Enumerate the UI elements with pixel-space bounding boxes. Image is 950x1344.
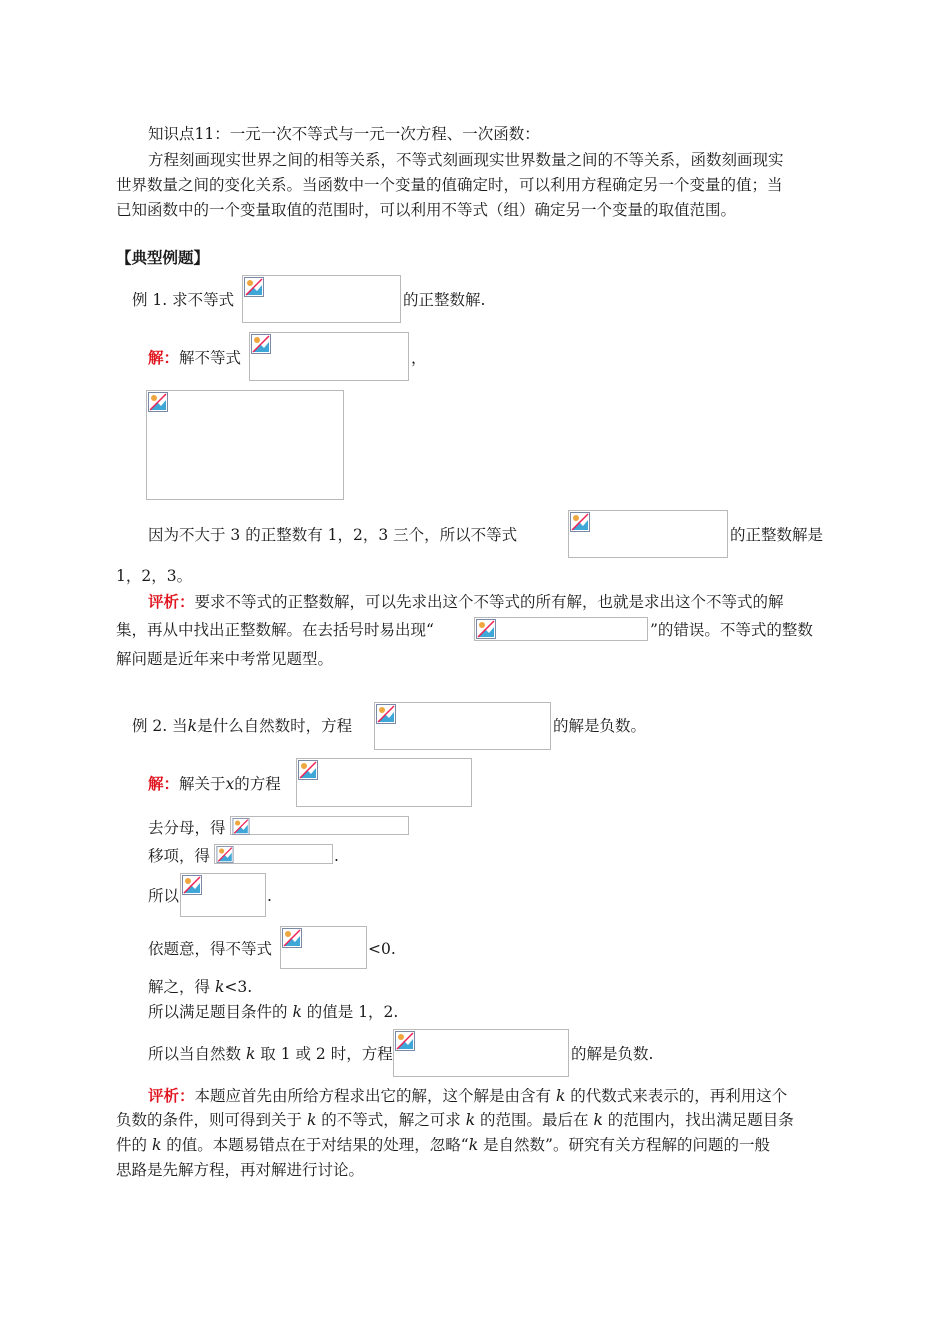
broken-image-placeholder: [374, 702, 551, 750]
solution-label: 解：: [148, 349, 180, 367]
comment-text: 是自然数”。研究有关方程解的问题的一般: [478, 1136, 770, 1154]
broken-image-icon: [395, 1031, 415, 1051]
comment-label: 评析：: [148, 1087, 195, 1105]
step-text: 移项，得: [148, 847, 211, 865]
step-text: 所以: [148, 887, 180, 905]
var-k: k: [214, 978, 225, 996]
comma: ，: [411, 349, 427, 367]
broken-image-placeholder: [230, 816, 409, 835]
var-k: k: [465, 1111, 476, 1129]
broken-image-icon: [376, 704, 396, 724]
solution-text: 解关于: [179, 775, 226, 793]
var-k: k: [593, 1111, 603, 1129]
var-k: k: [555, 1087, 566, 1105]
step-text-end: <0.: [368, 940, 396, 958]
comment-text: 要求不等式的正整数解，可以先求出这个不等式的所有解，也就是求出这个不等式的解: [194, 593, 784, 611]
var-k: k: [187, 717, 198, 735]
comment-text: 的值。本题易错点在于对结果的处理，忽略“: [161, 1136, 469, 1154]
broken-image-icon: [148, 392, 168, 412]
section-heading: 知识点11：一元一次不等式与一元一次方程、一次函数：: [148, 125, 540, 143]
step-text: 取 1 或 2 时，方程: [255, 1045, 393, 1063]
comment-text: 解问题是近年来中考常见题型。: [116, 650, 334, 668]
ex1-question-prefix: 例 1. 求不等式: [132, 291, 235, 309]
broken-image-icon: [244, 277, 264, 297]
step-text-end: 的解是负数.: [571, 1045, 654, 1063]
broken-image-placeholder: [214, 844, 333, 864]
broken-image-icon: [298, 760, 318, 780]
comment-text: 的范围。最后在: [475, 1111, 594, 1129]
step-text: 去分母，得: [148, 819, 226, 837]
broken-image-placeholder: [568, 510, 728, 558]
var-k: k: [292, 1003, 302, 1021]
comment-text: ”的错误。不等式的整数: [650, 621, 813, 639]
comment-text: 本题应首先由所给方程求出它的解，这个解是由含有: [194, 1087, 556, 1105]
examples-header: 【典型例题】: [116, 249, 210, 267]
step-text: 解之，得: [148, 978, 215, 996]
var-k: k: [151, 1136, 162, 1154]
broken-image-icon: [476, 619, 496, 639]
broken-image-placeholder: [180, 873, 266, 917]
broken-image-placeholder: [249, 332, 409, 381]
broken-image-placeholder: [474, 617, 648, 641]
broken-image-placeholder: [296, 758, 472, 807]
comment-text: 的不等式，解之可求: [316, 1111, 466, 1129]
step-text: 的值是 1，2.: [301, 1003, 399, 1021]
var-x: x: [225, 775, 235, 793]
paragraph-line: 方程刻画现实世界之间的相等关系，不等式刻画现实世界数量之间的不等关系，函数刻画现实: [148, 151, 784, 169]
comment-text: 的代数式来表示的，再利用这个: [565, 1087, 788, 1105]
broken-image-placeholder: [393, 1029, 569, 1077]
comment-text: 的范围内，找出满足题目条: [602, 1111, 794, 1129]
solution-label: 解：: [148, 775, 180, 793]
var-k: k: [245, 1045, 256, 1063]
broken-image-icon: [282, 928, 302, 948]
broken-image-icon: [570, 512, 590, 532]
comment-text: 件的: [116, 1136, 152, 1154]
comment-text: 负数的条件，则可得到关于: [116, 1111, 307, 1129]
period: .: [267, 887, 272, 905]
ex1-because-text: 因为不大于 3 的正整数有 1，2，3 三个，所以不等式: [148, 526, 518, 544]
solution-text: 的方程: [234, 775, 281, 793]
ex2-question-mid: 是什么自然数时，方程: [197, 717, 353, 735]
broken-image-placeholder: [146, 390, 344, 500]
broken-image-icon: [216, 846, 234, 863]
step-text: 所以当自然数: [148, 1045, 246, 1063]
broken-image-placeholder: [280, 926, 367, 969]
var-k: k: [306, 1111, 317, 1129]
ex1-because-text-end: 的正整数解是: [730, 526, 824, 544]
ex2-question-prefix: 例 2. 当: [132, 717, 188, 735]
ex1-question-suffix: 的正整数解.: [403, 291, 486, 309]
broken-image-placeholder: [242, 275, 401, 323]
period: .: [334, 847, 339, 865]
paragraph-line: 世界数量之间的变化关系。当函数中一个变量的值确定时，可以利用方程确定另一个变量的值；当: [116, 176, 783, 194]
comment-label: 评析：: [148, 593, 195, 611]
step-text: <3.: [224, 978, 253, 996]
step-text: 依题意，得不等式: [148, 940, 273, 958]
step-text: 所以满足题目条件的: [148, 1003, 293, 1021]
paragraph-line: 已知函数中的一个变量取值的范围时，可以利用不等式（组）确定另一个变量的取值范围。: [116, 201, 737, 219]
broken-image-icon: [251, 334, 271, 354]
ex1-answer: 1，2，3。: [116, 567, 193, 585]
broken-image-icon: [232, 818, 250, 835]
ex2-question-suffix: 的解是负数。: [553, 717, 647, 735]
broken-image-icon: [182, 875, 202, 895]
comment-text: 思路是先解方程，再对解进行讨论。: [116, 1161, 365, 1179]
comment-text: 集，再从中找出正整数解。在去括号时易出现“: [116, 621, 434, 639]
solution-text: 解不等式: [179, 349, 242, 367]
var-k: k: [468, 1136, 479, 1154]
